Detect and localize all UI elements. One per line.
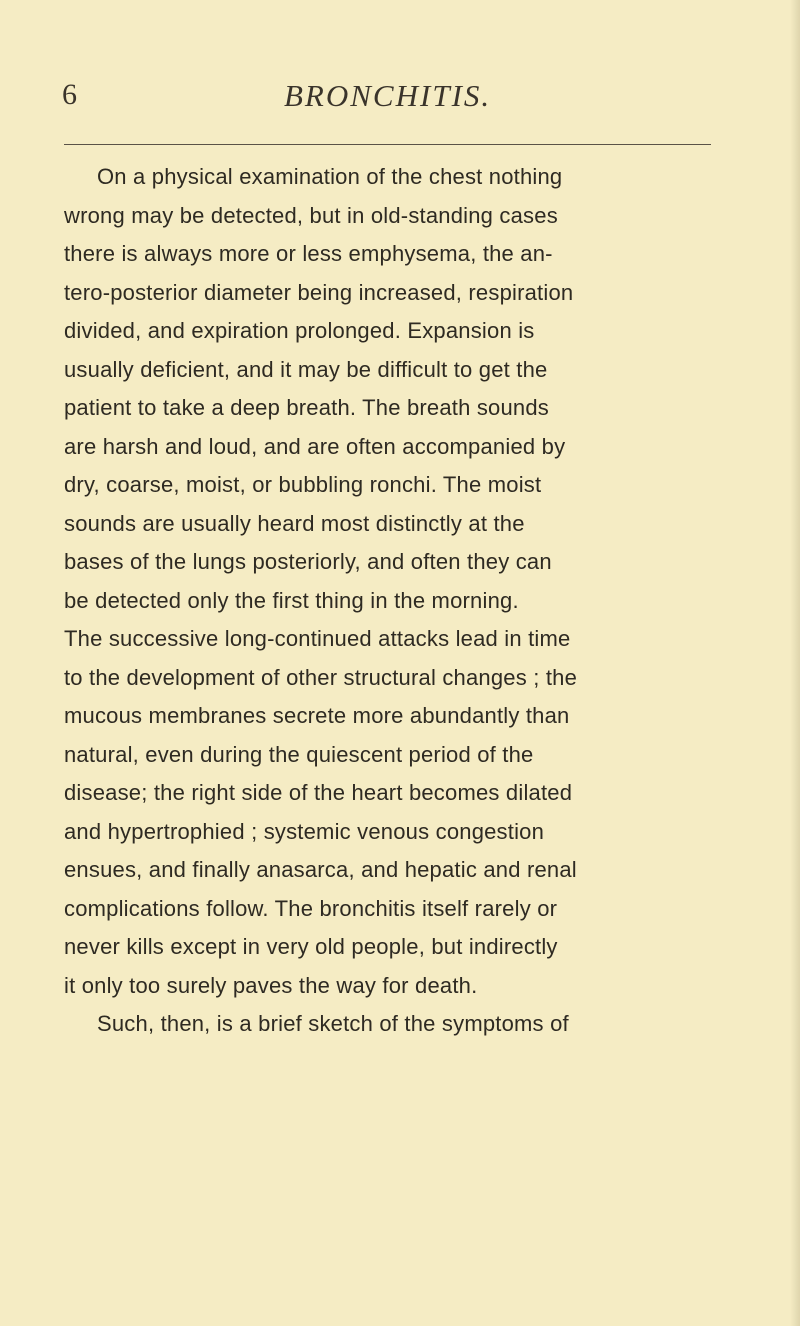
- text-line: usually deficient, and it may be difficult to get the: [64, 356, 548, 382]
- text-line: to the development of other structural changes ; the: [64, 664, 578, 690]
- text-line: divided, and expiration prolonged. Expansion is: [64, 318, 535, 343]
- text-line: ensues, and finally anasarca, and hepatic and renal: [64, 857, 577, 882]
- page-edge-shadow: [790, 0, 800, 1326]
- text-line: dry, coarse, moist, or bubbling ronchi. The moist: [64, 472, 542, 497]
- text-line: it only too surely paves the way for death.: [64, 972, 478, 998]
- text-line: and hypertrophied ; systemic venous congestion: [64, 818, 545, 844]
- page-header: [62, 78, 712, 118]
- text-line: there is always more or less emphysema, the an-: [64, 241, 553, 266]
- header-rule: [64, 144, 711, 145]
- body-text: [64, 158, 714, 1044]
- text-line: patient to take a deep breath. The breath sounds: [64, 395, 549, 420]
- text-line: wrong may be detected, but in old-standing cases: [64, 202, 558, 228]
- text-line: Such, then, is a brief sketch of the symptoms of: [97, 1011, 569, 1036]
- text-line: natural, even during the quiescent period of the: [64, 741, 534, 767]
- text-line: disease; the right side of the heart becomes dilated: [64, 780, 573, 805]
- text-line: The successive long-continued attacks lead in time: [64, 626, 571, 651]
- text-line: be detected only the first thing in the morning.: [64, 587, 519, 613]
- text-line: bases of the lungs posteriorly, and often they can: [64, 549, 552, 574]
- text-line: tero-posterior diameter being increased, respiration: [64, 279, 574, 305]
- text-line: are harsh and loud, and are often accompanied by: [64, 433, 566, 459]
- page-number: 6: [62, 78, 78, 111]
- text-line: On a physical examination of the chest nothing: [97, 164, 563, 189]
- text-line: never kills except in very old people, but indirectly: [64, 934, 558, 959]
- text-line: mucous membranes secrete more abundantly than: [64, 703, 570, 728]
- text-line: sounds are usually heard most distinctly at the: [64, 510, 525, 536]
- text-line: complications follow. The bronchitis itself rarely or: [64, 895, 558, 921]
- running-head: BRONCHITIS.: [284, 78, 492, 113]
